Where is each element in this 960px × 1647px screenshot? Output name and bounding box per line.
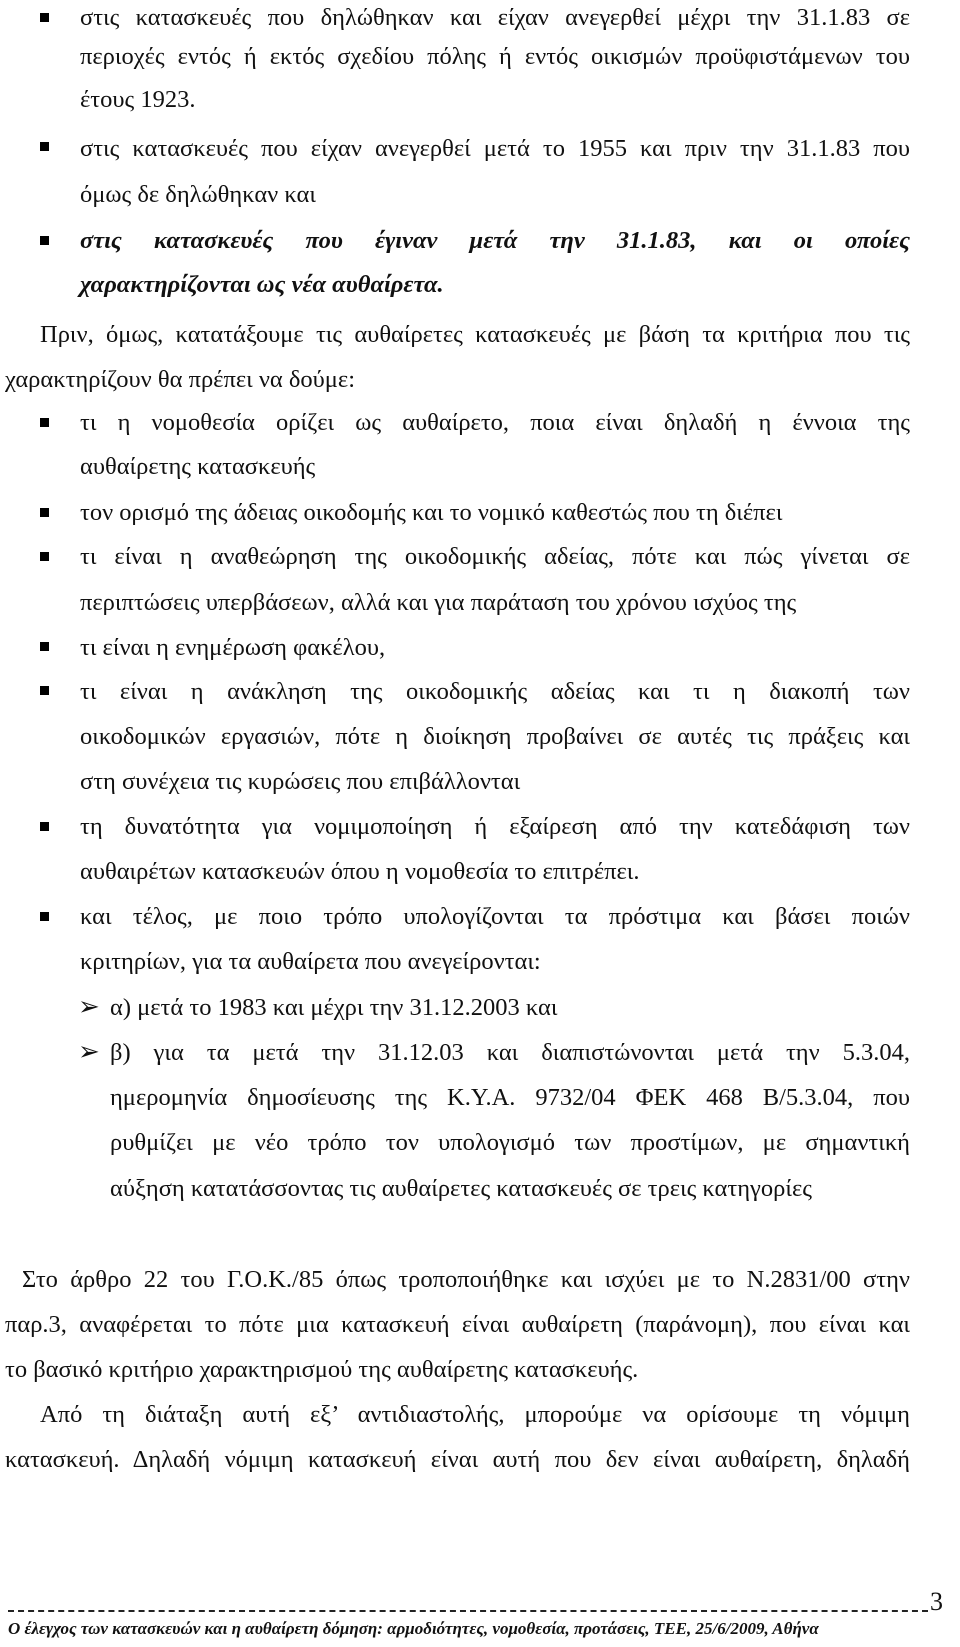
bullet-3-line-1: στις κατασκευές που έγιναν μετά την 31.1.83, και οι οποίες xyxy=(80,227,910,254)
footer-text: Ο έλεγχος των κατασκευών και η αυθαίρετη δόμηση: αρμοδιότητες, νομοθεσία, προτάσεις, ΤΕΕ, 25/6/2009, Αθήνα xyxy=(8,1619,819,1638)
arrow-bullet-icon: ➢ xyxy=(78,1037,100,1067)
criteria-3-line-2: περιπτώσεις υπερβάσεων, αλλά και για παράταση του χρόνου ισχύος της xyxy=(80,589,797,616)
criteria-6-line-2: αυθαιρέτων κατασκευών όπου η νομοθεσία το επιτρέπει. xyxy=(80,858,640,885)
criteria-4-line-1: τι είναι η ενημέρωση φακέλου, xyxy=(80,634,386,661)
square-bullet-icon xyxy=(40,912,49,921)
square-bullet-icon xyxy=(40,822,49,831)
square-bullet-icon xyxy=(40,642,49,651)
paragraph-2-line-1: Στο άρθρο 22 του Γ.Ο.Κ./85 όπως τροποποιήθηκε και ισχύει με το Ν.2831/00 στην xyxy=(22,1266,910,1293)
bullet-3-line-2: χαρακτηρίζονται ως νέα αυθαίρετα. xyxy=(80,271,444,298)
criteria-7-line-2: κριτηρίων, για τα αυθαίρετα που ανεγείρονται: xyxy=(80,948,541,975)
square-bullet-icon xyxy=(40,236,49,245)
arrow-item-2-line-3: ρυθμίζει με νέο τρόπο τον υπολογισμό των προστίμων, με σημαντική xyxy=(110,1129,910,1156)
criteria-5-line-2: οικοδομικών εργασιών, πότε η διοίκηση προβαίνει σε αυτές τις πράξεις και xyxy=(80,723,910,750)
bullet-1-line-2: περιοχές εντός ή εκτός σχεδίου πόλης ή εντός οικισμών προϋφιστάμενων του xyxy=(80,43,910,70)
square-bullet-icon xyxy=(40,142,49,151)
criteria-5-line-3: στη συνέχεια τις κυρώσεις που επιβάλλονται xyxy=(80,768,521,795)
square-bullet-icon xyxy=(40,552,49,561)
arrow-bullet-icon: ➢ xyxy=(78,992,100,1022)
page-number: 3 xyxy=(930,1587,943,1616)
criteria-5-line-1: τι είναι η ανάκληση της οικοδομικής αδείας και τι η διακοπή των xyxy=(80,678,910,705)
criteria-2-line-1: τον ορισμό της άδειας οικοδομής και το νομικό καθεστώς που τη διέπει xyxy=(80,499,783,526)
square-bullet-icon xyxy=(40,686,49,695)
arrow-item-2-line-2: ημερομηνία δημοσίευσης της Κ.Υ.Α. 9732/04 ΦΕΚ 468 Β/5.3.04, που xyxy=(110,1084,910,1111)
criteria-3-line-1: τι είναι η αναθεώρηση της οικοδομικής αδείας, πότε και πώς γίνεται σε xyxy=(80,543,910,570)
bullet-2-line-2: όμως δε δηλώθηκαν και xyxy=(80,181,316,208)
square-bullet-icon xyxy=(40,418,49,427)
arrow-item-2-line-4: αύξηση κατατάσσοντας τις αυθαίρετες κατασκευές σε τρεις κατηγορίες xyxy=(110,1175,812,1202)
paragraph-1-line-2: χαρακτηρίζουν θα πρέπει να δούμε: xyxy=(5,366,356,393)
bullet-2-line-1: στις κατασκευές που είχαν ανεγερθεί μετά το 1955 και πριν την 31.1.83 που xyxy=(80,135,910,162)
paragraph-2-line-2: παρ.3, αναφέρεται το πότε μια κατασκευή είναι αυθαίρετη (παράνομη), που είναι και xyxy=(5,1311,910,1338)
bullet-1-line-3: έτους 1923. xyxy=(80,86,196,113)
paragraph-1-line-1: Πριν, όμως, κατατάξουμε τις αυθαίρετες κατασκευές με βάση τα κριτήρια που τις xyxy=(40,321,910,348)
square-bullet-icon xyxy=(40,13,49,22)
criteria-7-line-1: και τέλος, με ποιο τρόπο υπολογίζονται τα πρόστιμα και βάσει ποιών xyxy=(80,903,910,930)
bullet-1-line-1: στις κατασκευές που δηλώθηκαν και είχαν ανεγερθεί μέχρι την 31.1.83 σε xyxy=(80,4,910,31)
footer-divider xyxy=(8,1610,928,1612)
paragraph-2-line-3: το βασικό κριτήριο χαρακτηρισμού της αυθαίρετης κατασκευής. xyxy=(5,1356,639,1383)
arrow-item-1-line-1: α) μετά το 1983 και μέχρι την 31.12.2003 και xyxy=(110,994,558,1021)
criteria-1-line-1: τι η νομοθεσία ορίζει ως αυθαίρετο, ποια είναι δηλαδή η έννοια της xyxy=(80,409,910,436)
arrow-item-2-line-1: β) για τα μετά την 31.12.03 και διαπιστώνονται μετά την 5.3.04, xyxy=(110,1039,910,1066)
square-bullet-icon xyxy=(40,508,49,517)
criteria-6-line-1: τη δυνατότητα για νομιμοποίηση ή εξαίρεση από την κατεδάφιση των xyxy=(80,813,910,840)
paragraph-3-line-2: κατασκευή. Δηλαδή νόμιμη κατασκευή είναι αυτή που δεν είναι αυθαίρετη, δηλαδή xyxy=(5,1446,910,1473)
paragraph-3-line-1: Από τη διάταξη αυτή εξ’ αντιδιαστολής, μπορούμε να ορίσουμε τη νόμιμη xyxy=(40,1401,910,1428)
criteria-1-line-2: αυθαίρετης κατασκευής xyxy=(80,453,316,480)
